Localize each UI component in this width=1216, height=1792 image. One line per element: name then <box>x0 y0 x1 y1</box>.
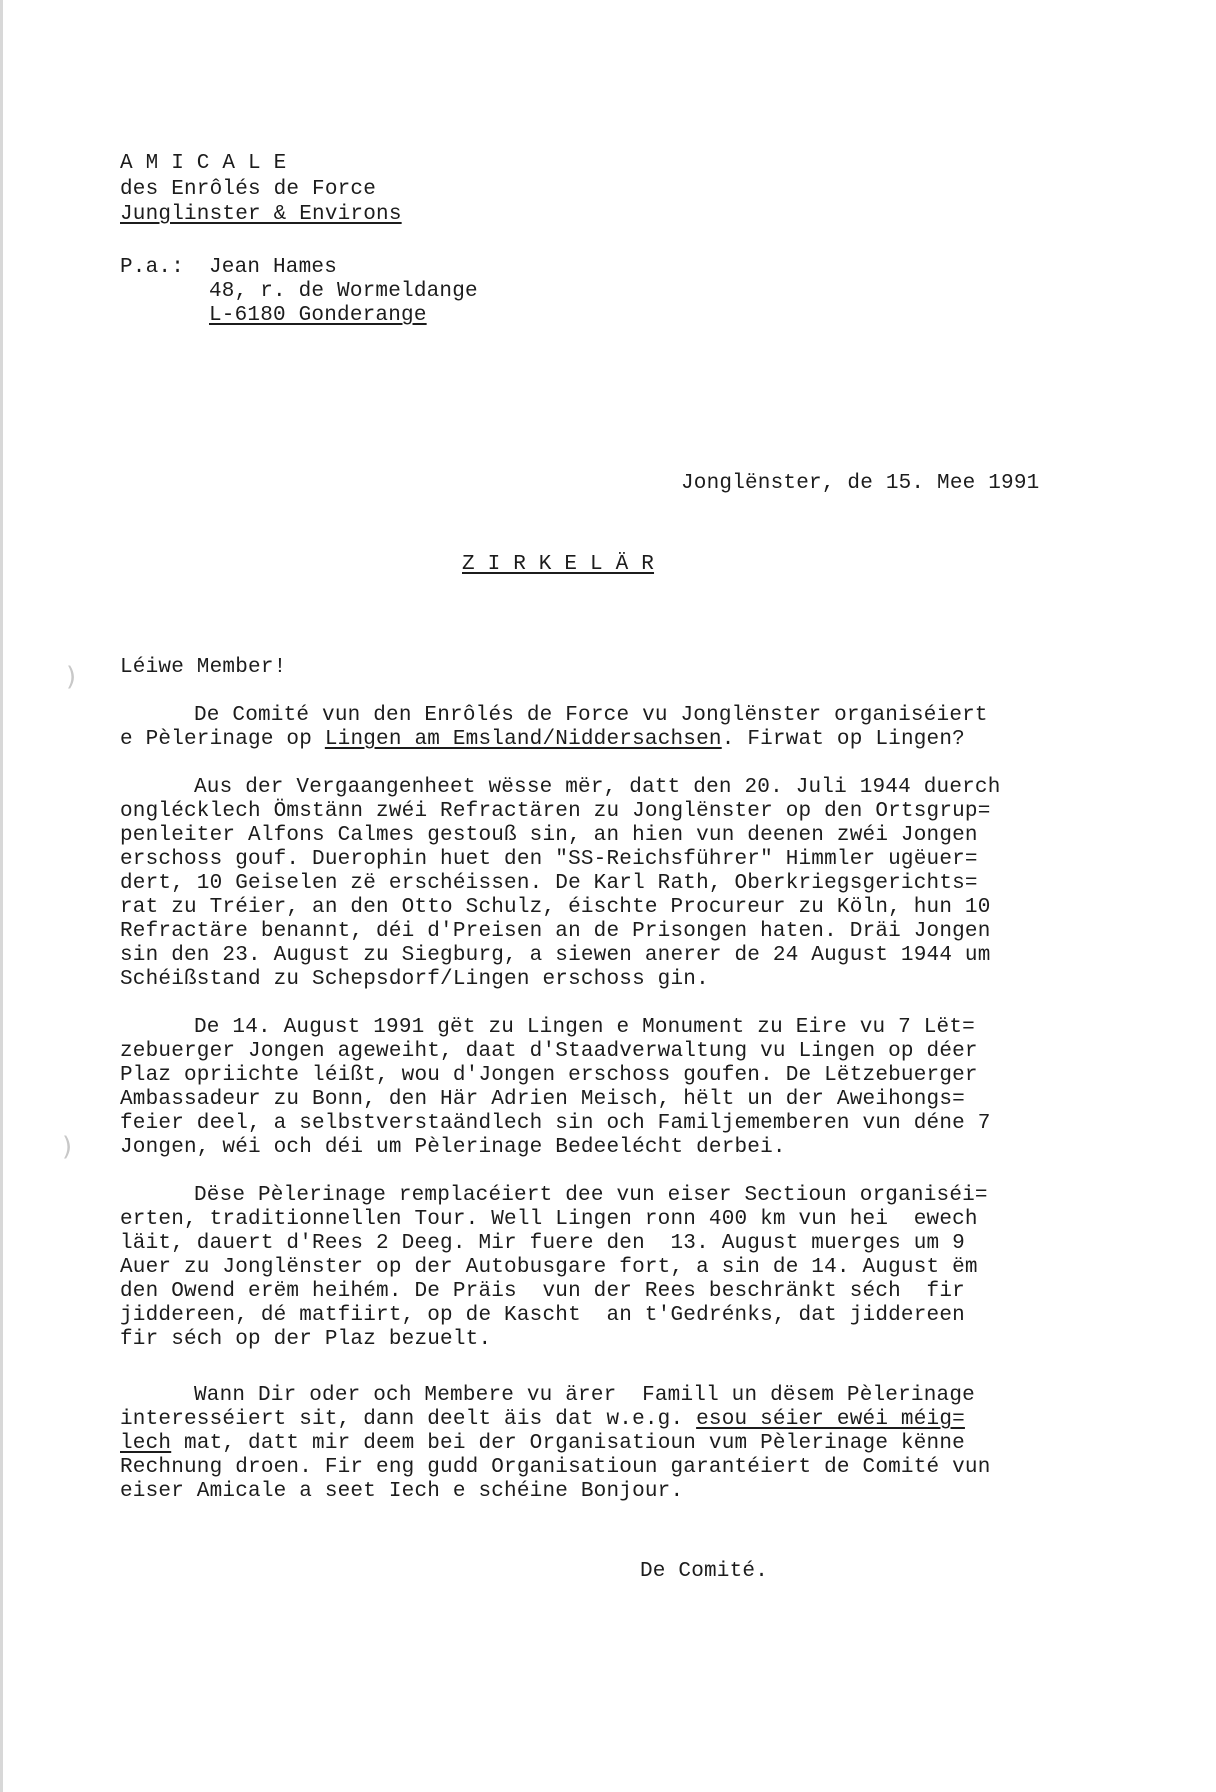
paragraph-1-line-2 <box>120 728 965 752</box>
paragraph-4-line-7: fir séch op der Plaz bezuelt. <box>120 1328 492 1351</box>
paragraph-5-line-5: eiser Amicale a seet Iech e schéine Bonjour. <box>120 1480 684 1503</box>
paragraph-2-line-7: Refractäre benannt, déi d'Preisen an de Prisongen haten. Dräi Jongen <box>120 920 991 943</box>
paragraph-2-line-4: erschoss gouf. Duerophin huet den "SS-Reichsführer" Himmler ugëuer= <box>120 848 978 871</box>
pa-name: Jean Hames <box>209 256 338 279</box>
urgency-phrase-part-2: lech <box>120 1432 172 1455</box>
org-location: Junglinster & Environs <box>120 203 402 226</box>
paragraph-3-line-1: De 14. August 1991 gët zu Lingen e Monument zu Eire vu 7 Lët= <box>194 1016 975 1039</box>
paragraph-5-line-2 <box>120 1408 965 1432</box>
pa-label: P.a.: <box>120 256 185 279</box>
paragraph-2-line-5: dert, 10 Geiselen zë erschéissen. De Karl Rath, Oberkriegsgerichts= <box>120 872 978 895</box>
paragraph-4-line-1: Dëse Pèlerinage remplacéiert dee vun eiser Sectioun organiséi= <box>194 1184 988 1207</box>
paragraph-3-line-5: feier deel, a selbstverstaändlech sin och Familjememberen vun déne 7 <box>120 1112 991 1135</box>
paragraph-3-line-2: zebuerger Jongen ageweiht, daat d'Staadverwaltung vu Lingen op déer <box>120 1040 978 1063</box>
hole-punch-mark-bottom: ) <box>62 1132 73 1162</box>
paragraph-1-line-1: De Comité vun den Enrôlés de Force vu Jonglënster organiséiert <box>194 704 988 727</box>
paragraph-5-line-1: Wann Dir oder och Membere vu ärer Famill un dësem Pèlerinage <box>194 1384 975 1407</box>
urgency-phrase-part-1: esou séier ewéi méig= <box>696 1408 965 1431</box>
paragraph-2-line-6: rat zu Tréier, an den Otto Schulz, éischte Procureur zu Köln, hun 10 <box>120 896 991 919</box>
paragraph-2-line-1: Aus der Vergaangenheet wësse mër, datt den 20. Juli 1944 duerch <box>194 776 1001 799</box>
paragraph-2-line-2: onglécklech Ömstänn zwéi Refractären zu Jonglënster op den Ortsgrup= <box>120 800 991 823</box>
pa-street: 48, r. de Wormeldange <box>209 280 478 303</box>
paragraph-3-line-6: Jongen, wéi och déi um Pèlerinage Bedeelécht derbei. <box>120 1136 786 1159</box>
paragraph-2-line-3: penleiter Alfons Calmes gestouß sin, an hien vun deenen zwéi Jongen <box>120 824 978 847</box>
paragraph-3-line-3: Plaz opriichte léißt, wou d'Jongen erschoss goufen. De Lëtzebuerger <box>120 1064 978 1087</box>
paragraph-4-line-2: erten, traditionnellen Tour. Well Lingen ronn 400 km vun hei ewech <box>120 1208 978 1231</box>
paragraph-1-text-c: . Firwat op Lingen? <box>721 728 965 751</box>
signature: De Comité. <box>640 1560 769 1583</box>
destination-lingen: Lingen am Emsland/Niddersachsen <box>324 728 722 751</box>
paragraph-4-line-4: Auer zu Jonglënster op der Autobusgare fort, a sin de 14. August ëm <box>120 1256 978 1279</box>
paragraph-5-line-4: Rechnung droen. Fir eng gudd Organisatioun garantéiert de Comité vun <box>120 1456 991 1479</box>
page-edge-shadow <box>0 0 3 1792</box>
date-line: Jonglënster, de 15. Mee 1991 <box>681 472 1040 495</box>
salutation: Léiwe Member! <box>120 656 287 679</box>
paragraph-5-line-3 <box>120 1432 965 1456</box>
org-name-subtitle: des Enrôlés de Force <box>120 178 377 201</box>
paragraph-1-text-a: e Pèlerinage op <box>120 728 325 751</box>
org-name-amicale: A M I C A L E <box>120 152 287 175</box>
paragraph-4-line-5: den Owend erëm heihém. De Präis vun der Rees beschränkt séch fir <box>120 1280 965 1303</box>
hole-punch-mark-top: ) <box>66 662 77 692</box>
paragraph-4-line-6: jiddereen, dé matfiirt, op de Kascht an t'Gedrénks, dat jiddereen <box>120 1304 965 1327</box>
paragraph-2-line-8: sin den 23. August zu Siegburg, a siewen anerer de 24 August 1944 um <box>120 944 991 967</box>
paragraph-2-line-9: Schéißstand zu Schepsdorf/Lingen erschoss gin. <box>120 968 709 991</box>
paragraph-3-line-4: Ambassadeur zu Bonn, den Här Adrien Meisch, hëlt un der Aweihongs= <box>120 1088 965 1111</box>
paragraph-5-text-b: mat, datt mir deem bei der Organisatioun vum Pèlerinage kënne <box>171 1432 965 1455</box>
paragraph-4-line-3: läit, dauert d'Rees 2 Deeg. Mir fuere den 13. August muerges um 9 <box>120 1232 965 1255</box>
letter-title: Z I R K E L Ä R <box>462 553 655 576</box>
pa-city: L-6180 Gonderange <box>209 304 427 327</box>
paragraph-5-text-a: interesséiert sit, dann deelt äis dat w.e.g. <box>120 1408 697 1431</box>
